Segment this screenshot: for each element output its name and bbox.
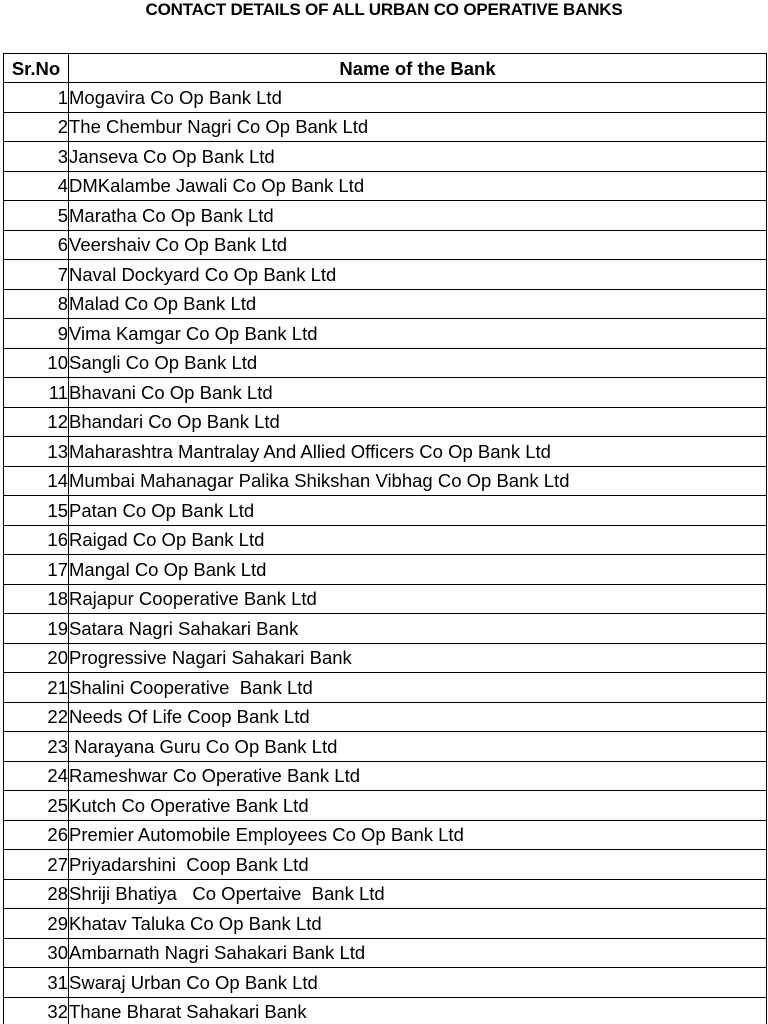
- table-row: [4, 997, 767, 1024]
- table-row: [4, 968, 767, 998]
- table-row: [4, 289, 767, 319]
- table-row: [4, 319, 767, 349]
- header-sr-no: Sr.No: [4, 54, 69, 83]
- sr-no-cell: 25: [4, 791, 69, 821]
- bank-name-cell: Mogavira Co Op Bank Ltd: [69, 83, 767, 113]
- sr-no-cell: 20: [4, 643, 69, 673]
- table-row: [4, 643, 767, 673]
- table-row: [4, 496, 767, 526]
- sr-no-cell: 3: [4, 142, 69, 172]
- table-row: [4, 702, 767, 732]
- table-row: [4, 525, 767, 555]
- bank-name-cell: Needs Of Life Coop Bank Ltd: [69, 702, 767, 732]
- sr-no-cell: 5: [4, 201, 69, 231]
- bank-name-cell: Priyadarshini Coop Bank Ltd: [69, 850, 767, 880]
- sr-no-cell: 4: [4, 171, 69, 201]
- document-title: CONTACT DETAILS OF ALL URBAN CO OPERATIVE BANKS: [145, 0, 623, 19]
- bank-name-cell: Maharashtra Mantralay And Allied Officers Co Op Bank Ltd: [69, 437, 767, 467]
- table-row: [4, 142, 767, 172]
- bank-name-cell: The Chembur Nagri Co Op Bank Ltd: [69, 112, 767, 142]
- bank-name-cell: Narayana Guru Co Op Bank Ltd: [69, 732, 767, 762]
- table-row: [4, 201, 767, 231]
- sr-no-cell: 27: [4, 850, 69, 880]
- table-row: [4, 850, 767, 880]
- sr-no-cell: 17: [4, 555, 69, 585]
- bank-name-cell: Progressive Nagari Sahakari Bank: [69, 643, 767, 673]
- table-row: [4, 732, 767, 762]
- sr-no-cell: 18: [4, 584, 69, 614]
- header-bank-name: Name of the Bank: [69, 54, 767, 83]
- table-row: [4, 407, 767, 437]
- banks-table-body: [4, 83, 767, 1024]
- table-row: [4, 555, 767, 585]
- table-row: [4, 761, 767, 791]
- bank-name-cell: Bhandari Co Op Bank Ltd: [69, 407, 767, 437]
- table-row: [4, 614, 767, 644]
- bank-name-cell: Veershaiv Co Op Bank Ltd: [69, 230, 767, 260]
- sr-no-cell: 16: [4, 525, 69, 555]
- bank-name-cell: Naval Dockyard Co Op Bank Ltd: [69, 260, 767, 290]
- sr-no-cell: 12: [4, 407, 69, 437]
- bank-name-cell: Shalini Cooperative Bank Ltd: [69, 673, 767, 703]
- table-row: [4, 348, 767, 378]
- sr-no-cell: 11: [4, 378, 69, 408]
- table-row: [4, 673, 767, 703]
- sr-no-cell: 29: [4, 909, 69, 939]
- bank-name-cell: Maratha Co Op Bank Ltd: [69, 201, 767, 231]
- bank-name-cell: Rameshwar Co Operative Bank Ltd: [69, 761, 767, 791]
- bank-name-cell: Raigad Co Op Bank Ltd: [69, 525, 767, 555]
- sr-no-cell: 14: [4, 466, 69, 496]
- sr-no-cell: 10: [4, 348, 69, 378]
- table-row: [4, 112, 767, 142]
- sr-no-cell: 19: [4, 614, 69, 644]
- table-row: [4, 938, 767, 968]
- bank-name-cell: Swaraj Urban Co Op Bank Ltd: [69, 968, 767, 998]
- bank-name-cell: Bhavani Co Op Bank Ltd: [69, 378, 767, 408]
- table-row: [4, 437, 767, 467]
- sr-no-cell: 9: [4, 319, 69, 349]
- bank-name-cell: Mumbai Mahanagar Palika Shikshan Vibhag Co Op Bank Ltd: [69, 466, 767, 496]
- sr-no-cell: 28: [4, 879, 69, 909]
- sr-no-cell: 15: [4, 496, 69, 526]
- sr-no-cell: 13: [4, 437, 69, 467]
- bank-name-cell: Malad Co Op Bank Ltd: [69, 289, 767, 319]
- bank-name-cell: Shriji Bhatiya Co Opertaive Bank Ltd: [69, 879, 767, 909]
- sr-no-cell: 22: [4, 702, 69, 732]
- sr-no-cell: 24: [4, 761, 69, 791]
- table-row: [4, 879, 767, 909]
- bank-name-cell: Ambarnath Nagri Sahakari Bank Ltd: [69, 938, 767, 968]
- table-row: [4, 171, 767, 201]
- bank-name-cell: Khatav Taluka Co Op Bank Ltd: [69, 909, 767, 939]
- sr-no-cell: 6: [4, 230, 69, 260]
- table-header-row: [4, 54, 767, 83]
- sr-no-cell: 2: [4, 112, 69, 142]
- table-row: [4, 909, 767, 939]
- table-row: [4, 791, 767, 821]
- sr-no-cell: 8: [4, 289, 69, 319]
- table-row: [4, 83, 767, 113]
- sr-no-cell: 31: [4, 968, 69, 998]
- bank-name-cell: Premier Automobile Employees Co Op Bank Ltd: [69, 820, 767, 850]
- table-row: [4, 820, 767, 850]
- bank-name-cell: Vima Kamgar Co Op Bank Ltd: [69, 319, 767, 349]
- bank-name-cell: Patan Co Op Bank Ltd: [69, 496, 767, 526]
- bank-name-cell: Kutch Co Operative Bank Ltd: [69, 791, 767, 821]
- table-row: [4, 260, 767, 290]
- sr-no-cell: 21: [4, 673, 69, 703]
- bank-name-cell: DMKalambe Jawali Co Op Bank Ltd: [69, 171, 767, 201]
- sr-no-cell: 32: [4, 997, 69, 1024]
- bank-name-cell: Janseva Co Op Bank Ltd: [69, 142, 767, 172]
- table-row: [4, 584, 767, 614]
- bank-name-cell: Thane Bharat Sahakari Bank: [69, 997, 767, 1024]
- bank-name-cell: Sangli Co Op Bank Ltd: [69, 348, 767, 378]
- table-row: [4, 230, 767, 260]
- sr-no-cell: 23: [4, 732, 69, 762]
- bank-name-cell: Satara Nagri Sahakari Bank: [69, 614, 767, 644]
- table-row: [4, 466, 767, 496]
- table-row: [4, 378, 767, 408]
- sr-no-cell: 1: [4, 83, 69, 113]
- sr-no-cell: 26: [4, 820, 69, 850]
- bank-name-cell: Rajapur Cooperative Bank Ltd: [69, 584, 767, 614]
- sr-no-cell: 30: [4, 938, 69, 968]
- bank-name-cell: Mangal Co Op Bank Ltd: [69, 555, 767, 585]
- banks-table: [3, 53, 767, 1024]
- sr-no-cell: 7: [4, 260, 69, 290]
